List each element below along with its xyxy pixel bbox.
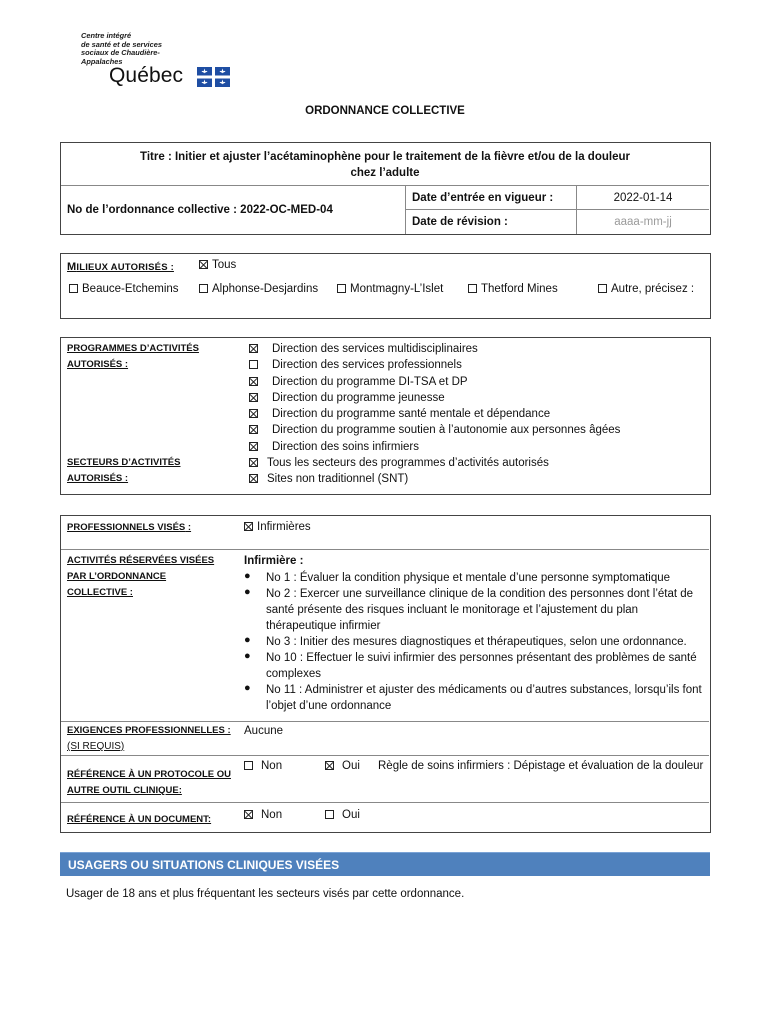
activite-item: ● No 2 : Exercer une surveillance clinique de la condition des personnes dont l’état de santé présente des risques incluant le monitorage et l’ajustement du plan thérapeutique infirmier (244, 586, 694, 632)
checkbox-checked-icon[interactable] (249, 425, 258, 434)
activite-item: ● No 11 : Administrer et ajuster des médicaments ou d’autres substances, lorsqu’ils font l’objet d’une ordonnance (244, 682, 702, 712)
programme-item[interactable]: Direction du programme jeunesse (249, 390, 620, 406)
effective-date-label: Date d’entrée en vigueur : (412, 192, 554, 204)
checkbox-checked-icon[interactable] (249, 474, 258, 483)
title-line-2: chez l’adulte (350, 167, 420, 179)
secteurs-label: SECTEURS D’ACTIVITÉS AUTORISÉS : (67, 457, 181, 484)
ordonnance-number: No de l’ordonnance collective : 2022-OC-MED-04 (67, 204, 333, 216)
checkbox-checked-icon[interactable] (325, 761, 334, 770)
usagers-text: Usager de 18 ans et plus fréquentant les secteurs visés par cette ordonnance. (66, 888, 465, 900)
programme-item[interactable]: Direction du programme DI-TSA et DP (249, 374, 620, 390)
secteur-item[interactable]: Tous les secteurs des programmes d’activités autorisés (249, 455, 620, 471)
milieu-tous[interactable]: Tous (199, 257, 236, 273)
checkbox-empty-icon[interactable] (199, 284, 208, 293)
org-line: Appalaches (81, 56, 123, 66)
activites-label: ACTIVITÉS RÉSERVÉES VISÉES PAR L’ORDONNANCE COLLECTIVE : (67, 555, 215, 598)
checkbox-empty-icon[interactable] (325, 810, 334, 819)
document-non[interactable]: Non (244, 807, 282, 823)
checkbox-checked-icon[interactable] (244, 810, 253, 819)
activite-item: ● No 1 : Évaluer la condition physique et mentale d’une personne symptomatique (244, 570, 671, 584)
milieux-label: MILIEUX AUTORISÉS : (67, 261, 174, 273)
programme-item[interactable]: Direction des services professionnels (249, 357, 620, 373)
checkbox-checked-icon[interactable] (249, 442, 258, 451)
professionnels-box (60, 515, 711, 833)
checkbox-checked-icon[interactable] (249, 458, 258, 467)
bullet-icon: ● (244, 682, 251, 694)
checkbox-empty-icon[interactable] (69, 284, 78, 293)
org-line: de santé et de services (81, 39, 162, 49)
document-label: RÉFÉRENCE À UN DOCUMENT: (67, 814, 212, 825)
professionnels-label: PROFESSIONNELS VISÉS : (67, 522, 192, 533)
title-box (60, 142, 711, 235)
title-line-1: Titre : Initier et ajuster l’acétaminophène pour le traitement de la fièvre et/ou de la douleur (140, 151, 630, 163)
checkbox-checked-icon[interactable] (249, 393, 258, 402)
document-oui[interactable]: Oui (325, 807, 360, 823)
checkbox-checked-icon[interactable] (249, 409, 258, 418)
programmes-box (60, 337, 711, 495)
organization-name (81, 32, 211, 66)
exigences-label: EXIGENCES PROFESSIONNELLES : (SI REQUIS) (67, 725, 231, 752)
professionnel-infirmieres[interactable]: Infirmières (244, 519, 311, 535)
fleur-de-lis-flag-icon (197, 67, 230, 87)
checkbox-empty-icon[interactable] (244, 761, 253, 770)
quebec-wordmark: Québec (109, 64, 184, 87)
programme-item[interactable]: Direction du programme soutien à l’autonomie aux personnes âgées (249, 422, 620, 438)
activite-item: ● No 3 : Initier des mesures diagnostiques et thérapeutiques, selon une ordonnance. (244, 634, 687, 648)
milieu-autre[interactable]: Autre, précisez : (598, 281, 694, 297)
milieu-beauce[interactable]: Beauce-Etchemins (69, 281, 179, 297)
programmes-label: PROGRAMMES D’ACTIVITÉS AUTORISÉS : (67, 343, 199, 370)
protocole-label: RÉFÉRENCE À UN PROTOCOLE OU AUTRE OUTIL CLINIQUE: (67, 769, 231, 796)
checkbox-empty-icon[interactable] (337, 284, 346, 293)
checkbox-empty-icon[interactable] (249, 360, 258, 369)
bullet-icon: ● (244, 586, 251, 598)
activites-title: Infirmière : (244, 555, 304, 567)
org-line: Centre intégré (81, 31, 132, 40)
revision-date-value: aaaa-mm-jj (614, 216, 672, 228)
protocole-non[interactable]: Non (244, 758, 282, 774)
milieux-box (60, 253, 711, 319)
usagers-heading: USAGERS OU SITUATIONS CLINIQUES VISÉES (60, 852, 710, 876)
programmes-list (249, 341, 620, 488)
bullet-icon: ● (244, 570, 251, 582)
activite-item: ● No 10 : Effectuer le suivi infirmier des personnes présentant des problèmes de santé complexes (244, 650, 697, 680)
milieu-montmagny[interactable]: Montmagny-L’Islet (337, 281, 443, 297)
milieu-alphonse[interactable]: Alphonse-Desjardins (199, 281, 318, 297)
activites-list (244, 570, 704, 714)
checkbox-checked-icon[interactable] (244, 522, 253, 531)
secteur-item[interactable]: Sites non traditionnel (SNT) (249, 471, 620, 487)
checkbox-checked-icon[interactable] (249, 344, 258, 353)
checkbox-checked-icon[interactable] (199, 260, 208, 269)
bullet-icon: ● (244, 634, 251, 646)
checkbox-empty-icon[interactable] (598, 284, 607, 293)
programme-item[interactable]: Direction du programme santé mentale et dépendance (249, 406, 620, 422)
protocole-detail: Règle de soins infirmiers : Dépistage et évaluation de la douleur (378, 760, 704, 772)
bullet-icon: ● (244, 650, 251, 662)
programme-item[interactable]: Direction des services multidisciplinaires (249, 341, 620, 357)
checkbox-empty-icon[interactable] (468, 284, 477, 293)
milieu-thetford[interactable]: Thetford Mines (468, 281, 558, 297)
document-heading: ORDONNANCE COLLECTIVE (305, 105, 465, 117)
exigences-value: Aucune (244, 725, 284, 737)
effective-date-value: 2022-01-14 (613, 192, 673, 204)
org-line: sociaux de Chaudière- (81, 48, 160, 58)
programme-item[interactable]: Direction des soins infirmiers (249, 439, 620, 455)
checkbox-checked-icon[interactable] (249, 377, 258, 386)
protocole-oui[interactable]: Oui (325, 758, 360, 774)
revision-date-label: Date de révision : (412, 216, 508, 228)
